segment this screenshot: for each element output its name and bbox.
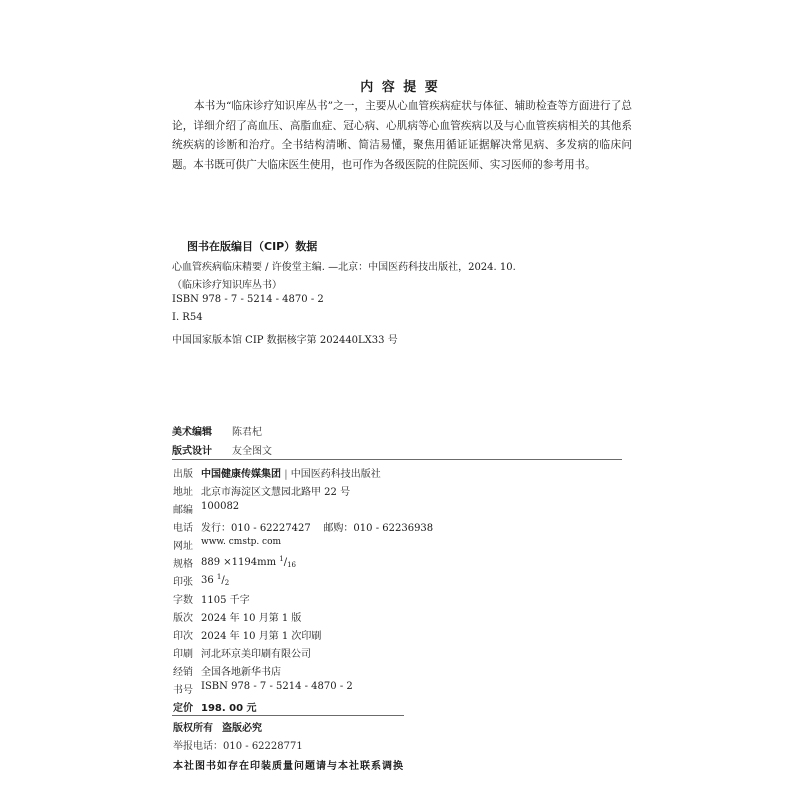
divider-bottom (172, 715, 404, 716)
cip-line-classification: Ⅰ. R54 (172, 312, 203, 323)
layout-design-label: 版式设计 (172, 446, 212, 457)
postcode-value: 100082 (201, 501, 240, 512)
divider-top (172, 459, 622, 460)
format-value (201, 555, 296, 569)
format-fraction-denominator: 16 (287, 561, 297, 569)
website-value: www. cmstp. com (201, 537, 282, 547)
word-count-value: 1105 千字 (201, 595, 250, 606)
summary-title: 内 容 提 要 (360, 80, 440, 95)
copyright-value: 盗版必究 (222, 723, 262, 734)
art-editor-value: 陈君杞 (232, 427, 262, 438)
publisher-label: 出版 (173, 469, 193, 480)
printing-value: 2024 年 10 月第 1 次印刷 (201, 631, 322, 642)
address-value: 北京市海淀区文慧园北路甲 22 号 (201, 487, 351, 498)
publisher-group: 中国健康传媒集团 (201, 469, 281, 480)
website-label: 网址 (173, 541, 193, 552)
printer-value: 河北环京美印刷有限公司 (201, 649, 311, 660)
cip-line-series: （临床诊疗知识库丛书） (172, 280, 282, 291)
edition-label: 版次 (173, 613, 193, 624)
publisher-name: 中国医药科技出版社 (290, 469, 381, 480)
cip-line-isbn: ISBN 978 - 7 - 5214 - 4870 - 2 (172, 294, 324, 305)
phone-label: 电话 (173, 523, 193, 534)
price-value: 198. 00 元 (201, 703, 257, 714)
format-size: 889 ×1194mm (201, 557, 277, 568)
format-fraction-slash: / (283, 557, 288, 568)
sheets-value (201, 573, 229, 587)
postcode-label: 邮编 (173, 505, 193, 516)
publisher-value (201, 465, 381, 480)
phone-value: 发行：010 - 62227427 邮购：010 - 62236938 (201, 523, 434, 534)
edition-value: 2024 年 10 月第 1 版 (201, 613, 302, 624)
book-number-label: 书号 (173, 685, 193, 696)
format-fraction-numerator: 1 (279, 555, 284, 563)
distributor-label: 经销 (173, 667, 193, 678)
cip-line-verification: 中国国家版本馆 CIP 数据核字第 202440LX33 号 (172, 335, 398, 346)
format-label: 规格 (173, 559, 193, 570)
art-editor-label: 美术编辑 (172, 427, 212, 438)
book-number-value: ISBN 978 - 7 - 5214 - 4870 - 2 (201, 681, 353, 692)
word-count-label: 字数 (173, 595, 193, 606)
sheets-whole: 36 (201, 575, 214, 586)
publisher-separator: | (284, 469, 288, 480)
printing-label: 印次 (173, 631, 193, 642)
sheets-fraction-denominator: 2 (224, 579, 230, 587)
layout-design-value: 友全图文 (232, 446, 272, 457)
printer-label: 印刷 (173, 649, 193, 660)
cip-line-title: 心血管疾病临床精要 / 许俊堂主编. —北京：中国医药科技出版社，2024. 10. (172, 262, 516, 273)
summary-body: 本书为“临床诊疗知识库丛书”之一，主要从心血管疾病症状与体征、辅助检查等方面进行了总论，详细介绍了高血压、高脂血症、冠心病、心肌病等心血管疾病以及与心血管疾病相关的其他系统疾病的诊断和治疗。全书结构清晰、简洁易懂，聚焦用循证证据解决常见病、多发病的临床问题。本书既可供广大临床医生使用，也可作为各级医院的住院医师、实习医师的参考用书。 (172, 100, 632, 171)
price-label: 定价 (173, 703, 193, 714)
cip-title: 图书在版编目（CIP）数据 (187, 240, 318, 253)
sheets-label: 印张 (173, 577, 193, 588)
copyright-label: 版权所有 (173, 723, 213, 734)
report-phone: 举报电话：010 - 62228771 (173, 741, 303, 752)
footer-note: 本社图书如存在印装质量问题请与本社联系调换 (173, 761, 404, 772)
sheets-fraction-slash: / (221, 575, 225, 586)
distributor-value: 全国各地新华书店 (201, 667, 281, 678)
sheets-fraction-numerator: 1 (216, 573, 222, 581)
address-label: 地址 (173, 487, 193, 498)
